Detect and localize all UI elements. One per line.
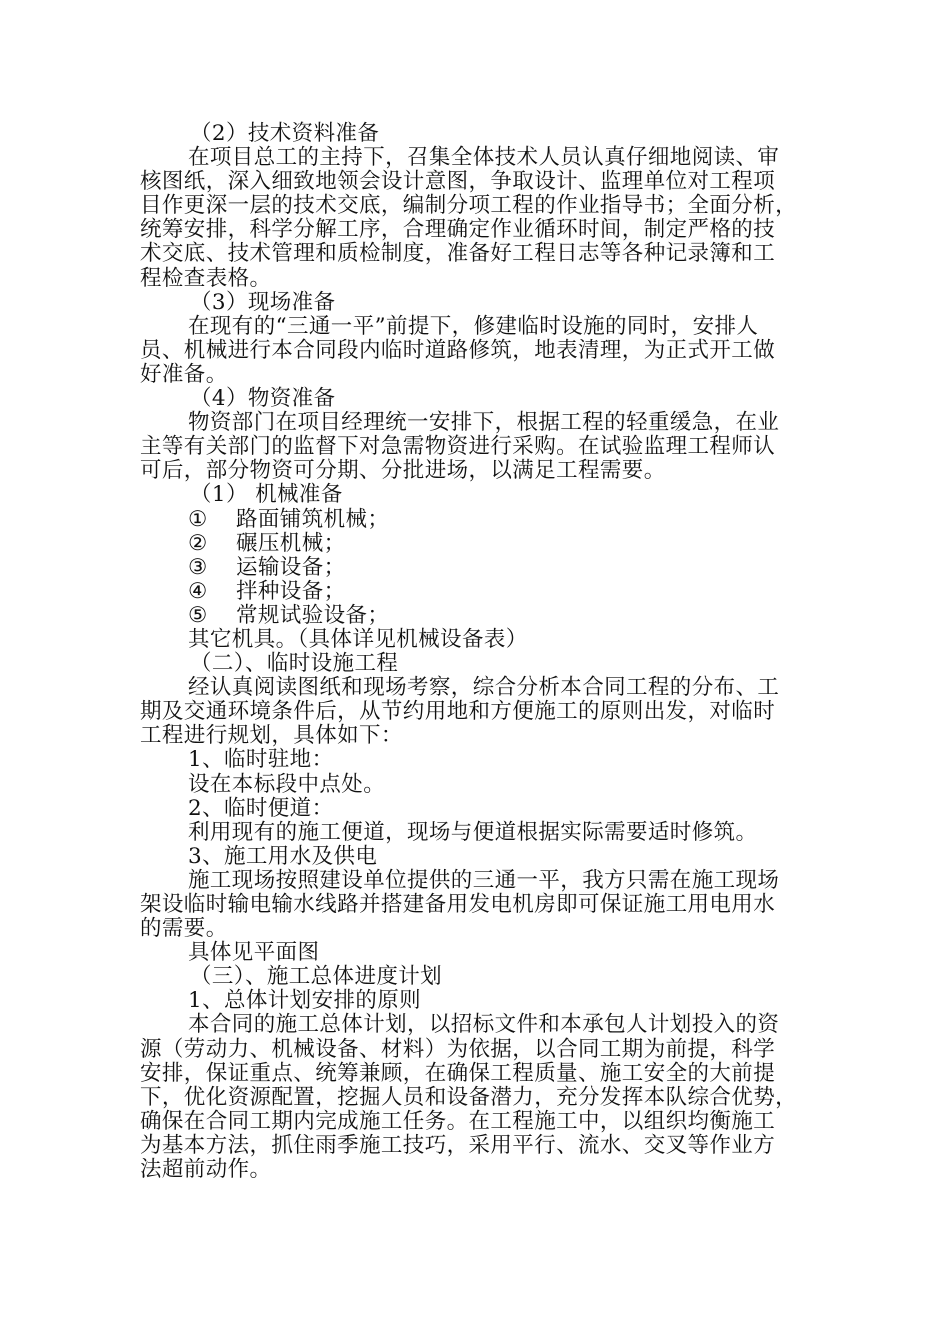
section-heading: （2）技术资料准备 <box>190 121 380 146</box>
paragraph-line: 确保在合同工期内完成施工任务。在工程施工中，以组织均衡施工 <box>140 1108 776 1134</box>
paragraph-first-line: 1、临时驻地： <box>188 747 334 773</box>
section-heading: （三）、施工总体进度计划 <box>190 964 443 990</box>
section-heading: （1） 机械准备 <box>190 482 343 508</box>
paragraph-line: 的需要。 <box>140 916 228 942</box>
paragraph-line: 期及交通环境条件后，从节约用地和方便施工的原则出发，对临时 <box>140 699 776 725</box>
paragraph-first-line: 施工现场按照建设单位提供的三通一平，我方只需在施工现场 <box>188 867 780 893</box>
paragraph-line: 员、机械进行本合同段内临时道路修筑，地表清理，为正式开工做 <box>140 337 776 363</box>
list-item-number: ④ <box>188 578 208 604</box>
list-item-text: 常规试验设备； <box>236 602 390 628</box>
paragraph-first-line: 2、临时便道： <box>188 795 334 821</box>
paragraph-line: 主等有关部门的监督下对急需物资进行采购。在试验监理工程师认 <box>140 434 776 460</box>
list-item-number: ① <box>188 506 208 532</box>
paragraph-first-line: 利用现有的施工便道，现场与便道根据实际需要适时修筑。 <box>188 819 758 845</box>
paragraph-line: 可后，部分物资可分期、分批进场，以满足工程需要。 <box>140 458 666 484</box>
paragraph-line: 安排，保证重点、统筹兼顾，在确保工程质量、施工安全的大前提 <box>140 1060 776 1086</box>
paragraph-first-line: 在现有的“三通一平”前提下，修建临时设施的同时，安排人 <box>188 313 759 339</box>
list-item <box>140 580 820 604</box>
paragraph-line: 好准备。 <box>140 361 228 387</box>
paragraph-first-line: 设在本标段中点处。 <box>188 771 386 797</box>
list-item <box>140 508 820 532</box>
list-item-text: 路面铺筑机械； <box>236 506 390 532</box>
paragraph-line: 目作更深一层的技术交底，编制分项工程的作业指导书；全面分析， <box>140 193 798 219</box>
paragraph-line: 法超前动作。 <box>140 1157 272 1183</box>
paragraph-line: 架设临时输电输水线路并搭建备用发电机房即可保证施工用电用水 <box>140 892 776 917</box>
paragraph-line: 为基本方法，抓住雨季施工技巧，采用平行、流水、交叉等作业方 <box>140 1132 776 1158</box>
section-heading: （二）、临时设施工程 <box>190 651 399 677</box>
list-item-text: 运输设备； <box>236 554 346 580</box>
paragraph-line: 统筹安排，科学分解工序，合理确定作业循环时间，制定严格的技 <box>140 217 776 243</box>
list-item-text: 拌种设备； <box>236 578 346 604</box>
paragraph-first-line: 经认真阅读图纸和现场考察，综合分析本合同工程的分布、工 <box>188 675 780 701</box>
paragraph-first-line: 在项目总工的主持下，召集全体技术人员认真仔细地阅读、审 <box>188 145 780 171</box>
paragraph-line: 程检查表格。 <box>140 265 272 291</box>
section-heading: （3）现场准备 <box>190 289 336 315</box>
paragraph-line: 术交底、技术管理和质检制度，准备好工程日志等各种记录簿和工 <box>140 241 776 267</box>
paragraph-first-line: 3、施工用水及供电 <box>188 843 378 869</box>
paragraph-line: 下，优化资源配置，挖掘人员和设备潜力，充分发挥本队综合优势， <box>140 1084 798 1110</box>
paragraph-line: 工程进行规划，具体如下： <box>140 723 403 749</box>
list-item-text: 碾压机械； <box>236 530 346 556</box>
paragraph-first-line: 1、总体计划安排的原则 <box>188 988 422 1014</box>
paragraph-first-line: 具体见平面图 <box>188 940 320 966</box>
paragraph-first-line: 其它机具。（具体详见机械设备表） <box>188 626 528 652</box>
list-item-number: ② <box>188 530 208 556</box>
list-item-number: ③ <box>188 554 208 580</box>
list-item <box>140 532 820 556</box>
paragraph-first-line: 物资部门在项目经理统一安排下，根据工程的轻重缓急，在业 <box>188 410 780 436</box>
list-item-number: ⑤ <box>188 602 208 628</box>
section-heading: （4）物资准备 <box>190 386 336 412</box>
list-item <box>140 556 820 580</box>
paragraph-first-line: 本合同的施工总体计划，以招标文件和本承包人计划投入的资 <box>188 1012 780 1038</box>
list-item <box>140 604 820 628</box>
paragraph-line: 核图纸，深入细致地领会设计意图，争取设计、监理单位对工程项 <box>140 169 776 195</box>
paragraph-line: 源（劳动力、机械设备、材料）为依据，以合同工期为前提，科学 <box>140 1036 776 1062</box>
document-body <box>140 122 820 1182</box>
